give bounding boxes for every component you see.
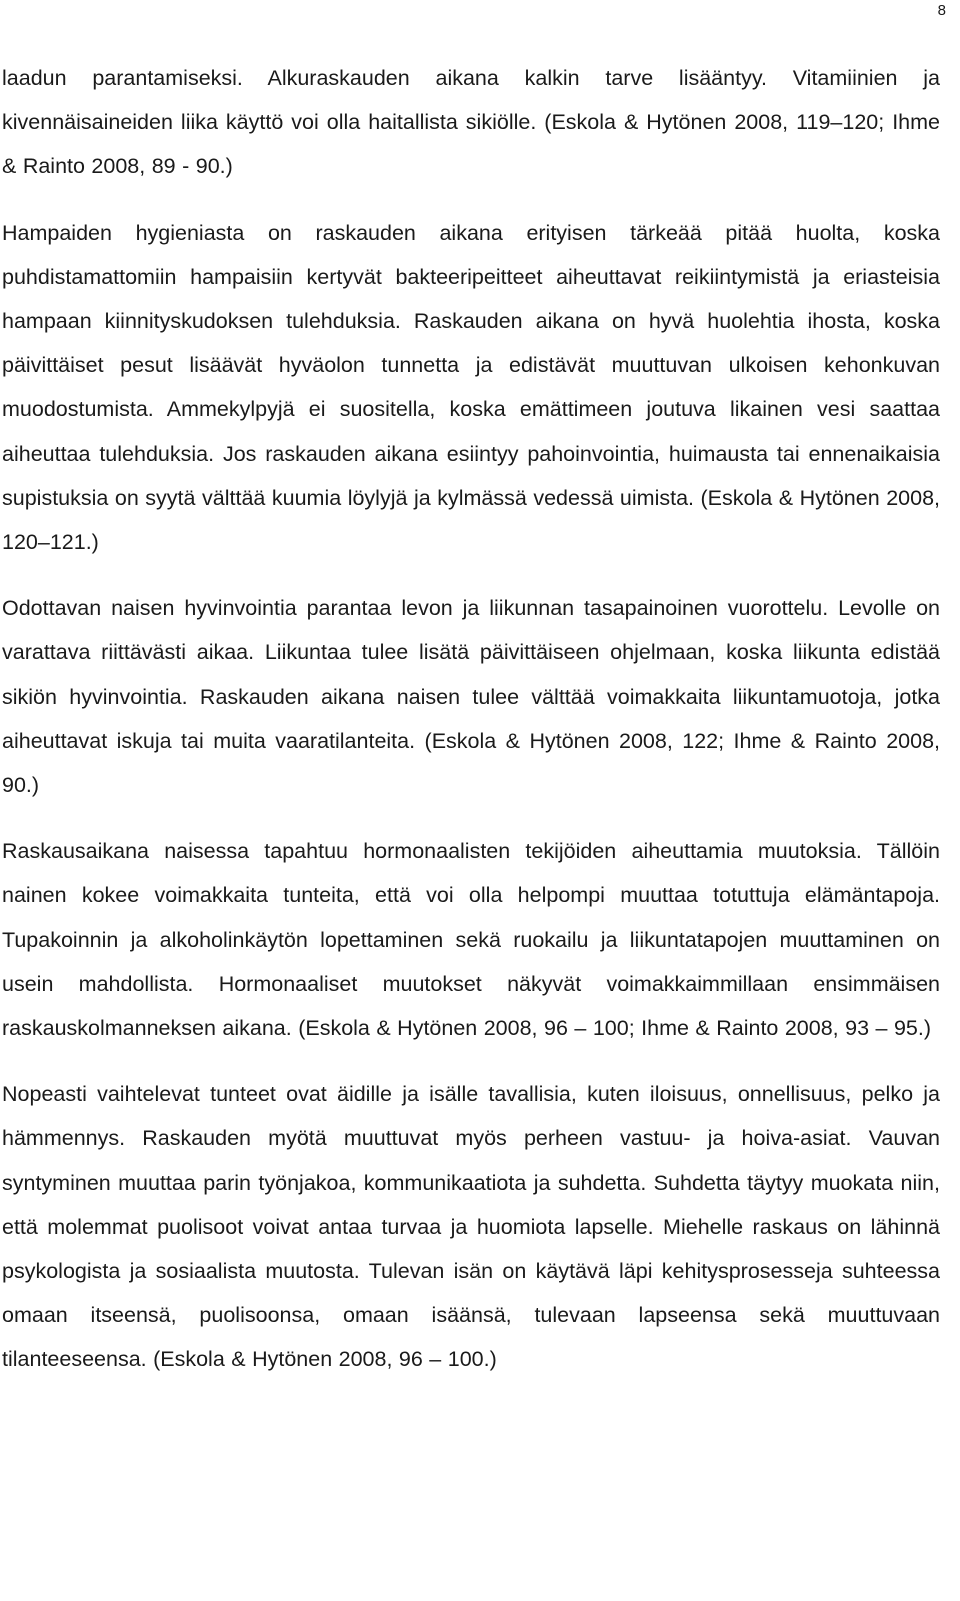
paragraph-hormonal-changes: Raskausaikana naisessa tapahtuu hormonaalisten tekijöiden aiheuttamia muutoksia. Tällöin nainen kokee voimakkaita tunteita, että voi olla helpompi muuttaa totuttuja elämäntapoja. Tupakoinnin ja alkoholinkäytön lopettaminen sekä ruokailu ja liikuntatapojen muuttaminen on usein mahdollista. Hormonaaliset muutokset näkyvät voimakkaimmillaan ensimmäisen raskauskolmanneksen aikana. (Eskola & Hytönen 2008, 96 – 100; Ihme & Rainto 2008, 93 – 95.) <box>2 839 940 1041</box>
document-body <box>2 56 940 1382</box>
paragraph-nutrition: laadun parantamiseksi. Alkuraskauden aikana kalkin tarve lisääntyy. Vitamiinien ja kivennäisaineiden liika käyttö voi olla haitallista sikiölle. (Eskola & Hytönen 2008, 119–120; Ihme & Rainto 2008, 89 - 90.) <box>2 66 940 179</box>
paragraph-emotions-family: Nopeasti vaihtelevat tunteet ovat äidille ja isälle tavallisia, kuten iloisuus, onnellisuus, pelko ja hämmennys. Raskauden myötä muuttuvat myös perheen vastuu- ja hoiva-asiat. Vauvan syntyminen muuttaa parin työnjakoa, kommunikaatiota ja suhdetta. Suhdetta täytyy muokata niin, että molemmat puolisoot voivat antaa turvaa ja huomiota lapselle. Miehelle raskaus on lähinnä psykologista ja sosiaalista muutosta. Tulevan isän on käytävä läpi kehitysprosesseja suhteessa omaan itseensä, puolisoonsa, omaan isäänsä, tulevaan lapseensa sekä muuttuvaan tilanteeseensa. (Eskola & Hytönen 2008, 96 – 100.) <box>2 1082 940 1372</box>
page-number: 8 <box>937 2 946 19</box>
paragraph-hygiene: Hampaiden hygieniasta on raskauden aikana erityisen tärkeää pitää huolta, koska puhdistamattomiin hampaisiin kertyvät bakteeripeitteet aiheuttavat reikiintymistä ja eriasteisia hampaan kiinnityskudoksen tulehduksia. Raskauden aikana on hyvä huolehtia ihosta, koska päivittäiset pesut lisäävät hyväolon tunnetta ja edistävät muuttuvan ulkoisen kehonkuvan muodostumista. Ammekylpyjä ei suositella, koska emättimeen joutuva likainen vesi saattaa aiheuttaa tulehduksia. Jos raskauden aikana esiintyy pahoinvointia, huimausta tai ennenaikaisia supistuksia on syytä välttää kuumia löylyjä ja kylmässä vedessä uimista. (Eskola & Hytönen 2008, 120–121.) <box>2 220 940 555</box>
paragraph-rest-exercise: Odottavan naisen hyvinvointia parantaa levon ja liikunnan tasapainoinen vuorottelu. Levolle on varattava riittävästi aikaa. Liikuntaa tulee lisätä päivittäiseen ohjelmaan, koska liikunta edistää sikiön hyvinvointia. Raskauden aikana naisen tulee välttää voimakkaita liikuntamuotoja, jotka aiheuttavat iskuja tai muita vaaratilanteita. (Eskola & Hytönen 2008, 122; Ihme & Rainto 2008, 90.) <box>2 596 940 798</box>
